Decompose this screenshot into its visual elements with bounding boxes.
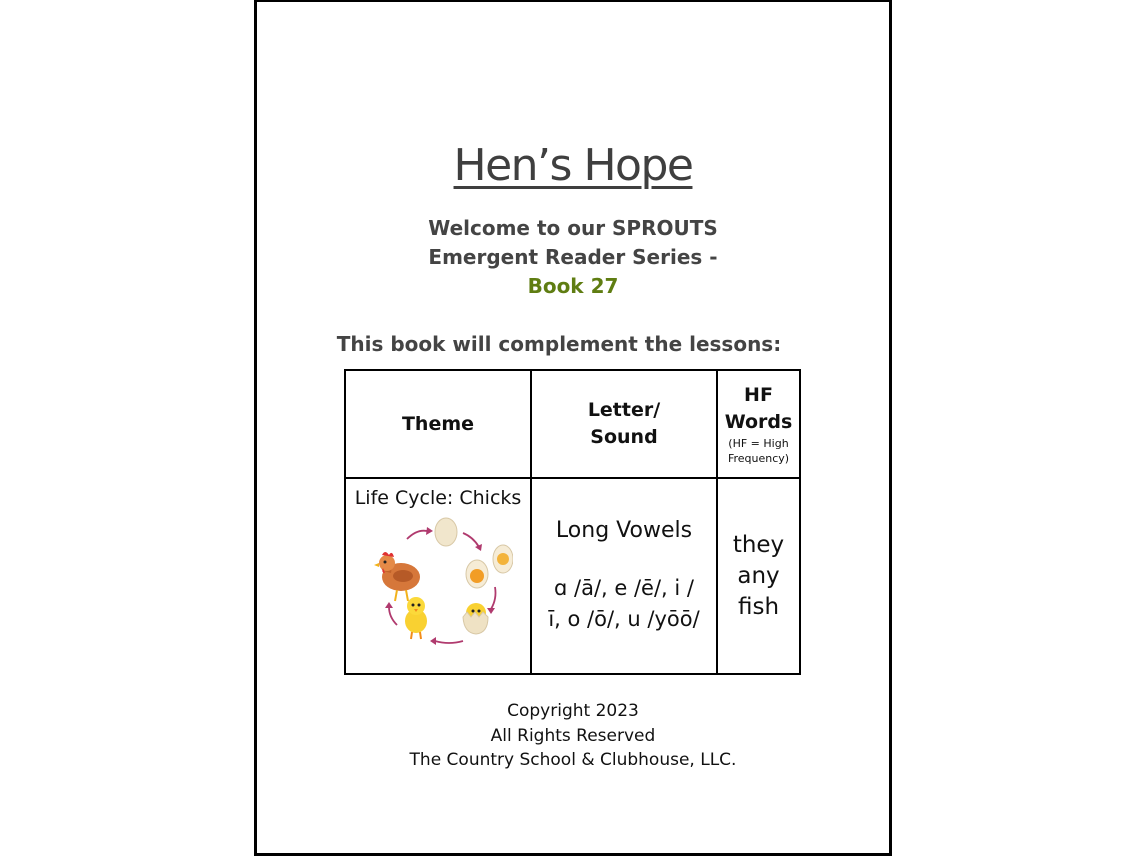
hen-icon <box>374 552 420 601</box>
hf-words-cell <box>717 478 800 674</box>
header-hf-line-1: HF <box>744 384 773 406</box>
header-letter-sound <box>531 370 717 478</box>
welcome-line-1: Welcome to our SPROUTS <box>428 216 718 240</box>
copyright-line-3: The Country School & Clubhouse, LLC. <box>409 750 737 770</box>
header-hf-note-2: Frequency) <box>727 452 790 465</box>
copyright-block <box>257 699 889 773</box>
chick-icon <box>405 597 427 639</box>
header-letter-line-2: Sound <box>590 426 658 448</box>
lessons-intro: This book will complement the lessons: <box>336 332 782 356</box>
long-vowels-title: Long Vowels <box>555 517 693 543</box>
life-cycle-illustration <box>346 513 530 651</box>
theme-cell <box>345 478 531 674</box>
welcome-block <box>257 214 889 301</box>
theme-label: Life Cycle: Chicks <box>354 487 522 509</box>
hf-word: they <box>732 531 785 558</box>
header-letter-line-1: Letter/ <box>587 399 661 421</box>
copyright-line-1: Copyright 2023 <box>507 701 639 721</box>
hf-word: fish <box>737 593 780 620</box>
table-row <box>345 478 800 674</box>
copyright-line-2: All Rights Reserved <box>490 725 656 746</box>
letter-sound-cell <box>531 478 717 674</box>
hf-word: any <box>737 562 780 589</box>
hatching-chick-icon <box>463 603 488 634</box>
header-hf-line-2: Words <box>724 411 793 433</box>
welcome-line-2: Emergent Reader Series - <box>428 245 718 269</box>
header-hf-words <box>717 370 800 478</box>
lesson-table <box>344 369 801 675</box>
egg-icon <box>435 518 457 546</box>
book-number: Book 27 <box>527 274 619 298</box>
vowels-line-1: ɑ /ā/, e /ē/, i / <box>554 575 694 600</box>
header-theme <box>345 370 531 478</box>
header-theme-label: Theme <box>401 412 475 435</box>
document-page <box>254 0 892 856</box>
embryo-egg-icon <box>466 545 513 588</box>
page-title: Hen’s Hope <box>453 140 693 191</box>
header-hf-note-1: (HF = High <box>728 437 789 450</box>
table-header-row <box>345 370 800 478</box>
vowels-line-2: ī, o /ō/, u /yōō/ <box>548 606 700 631</box>
